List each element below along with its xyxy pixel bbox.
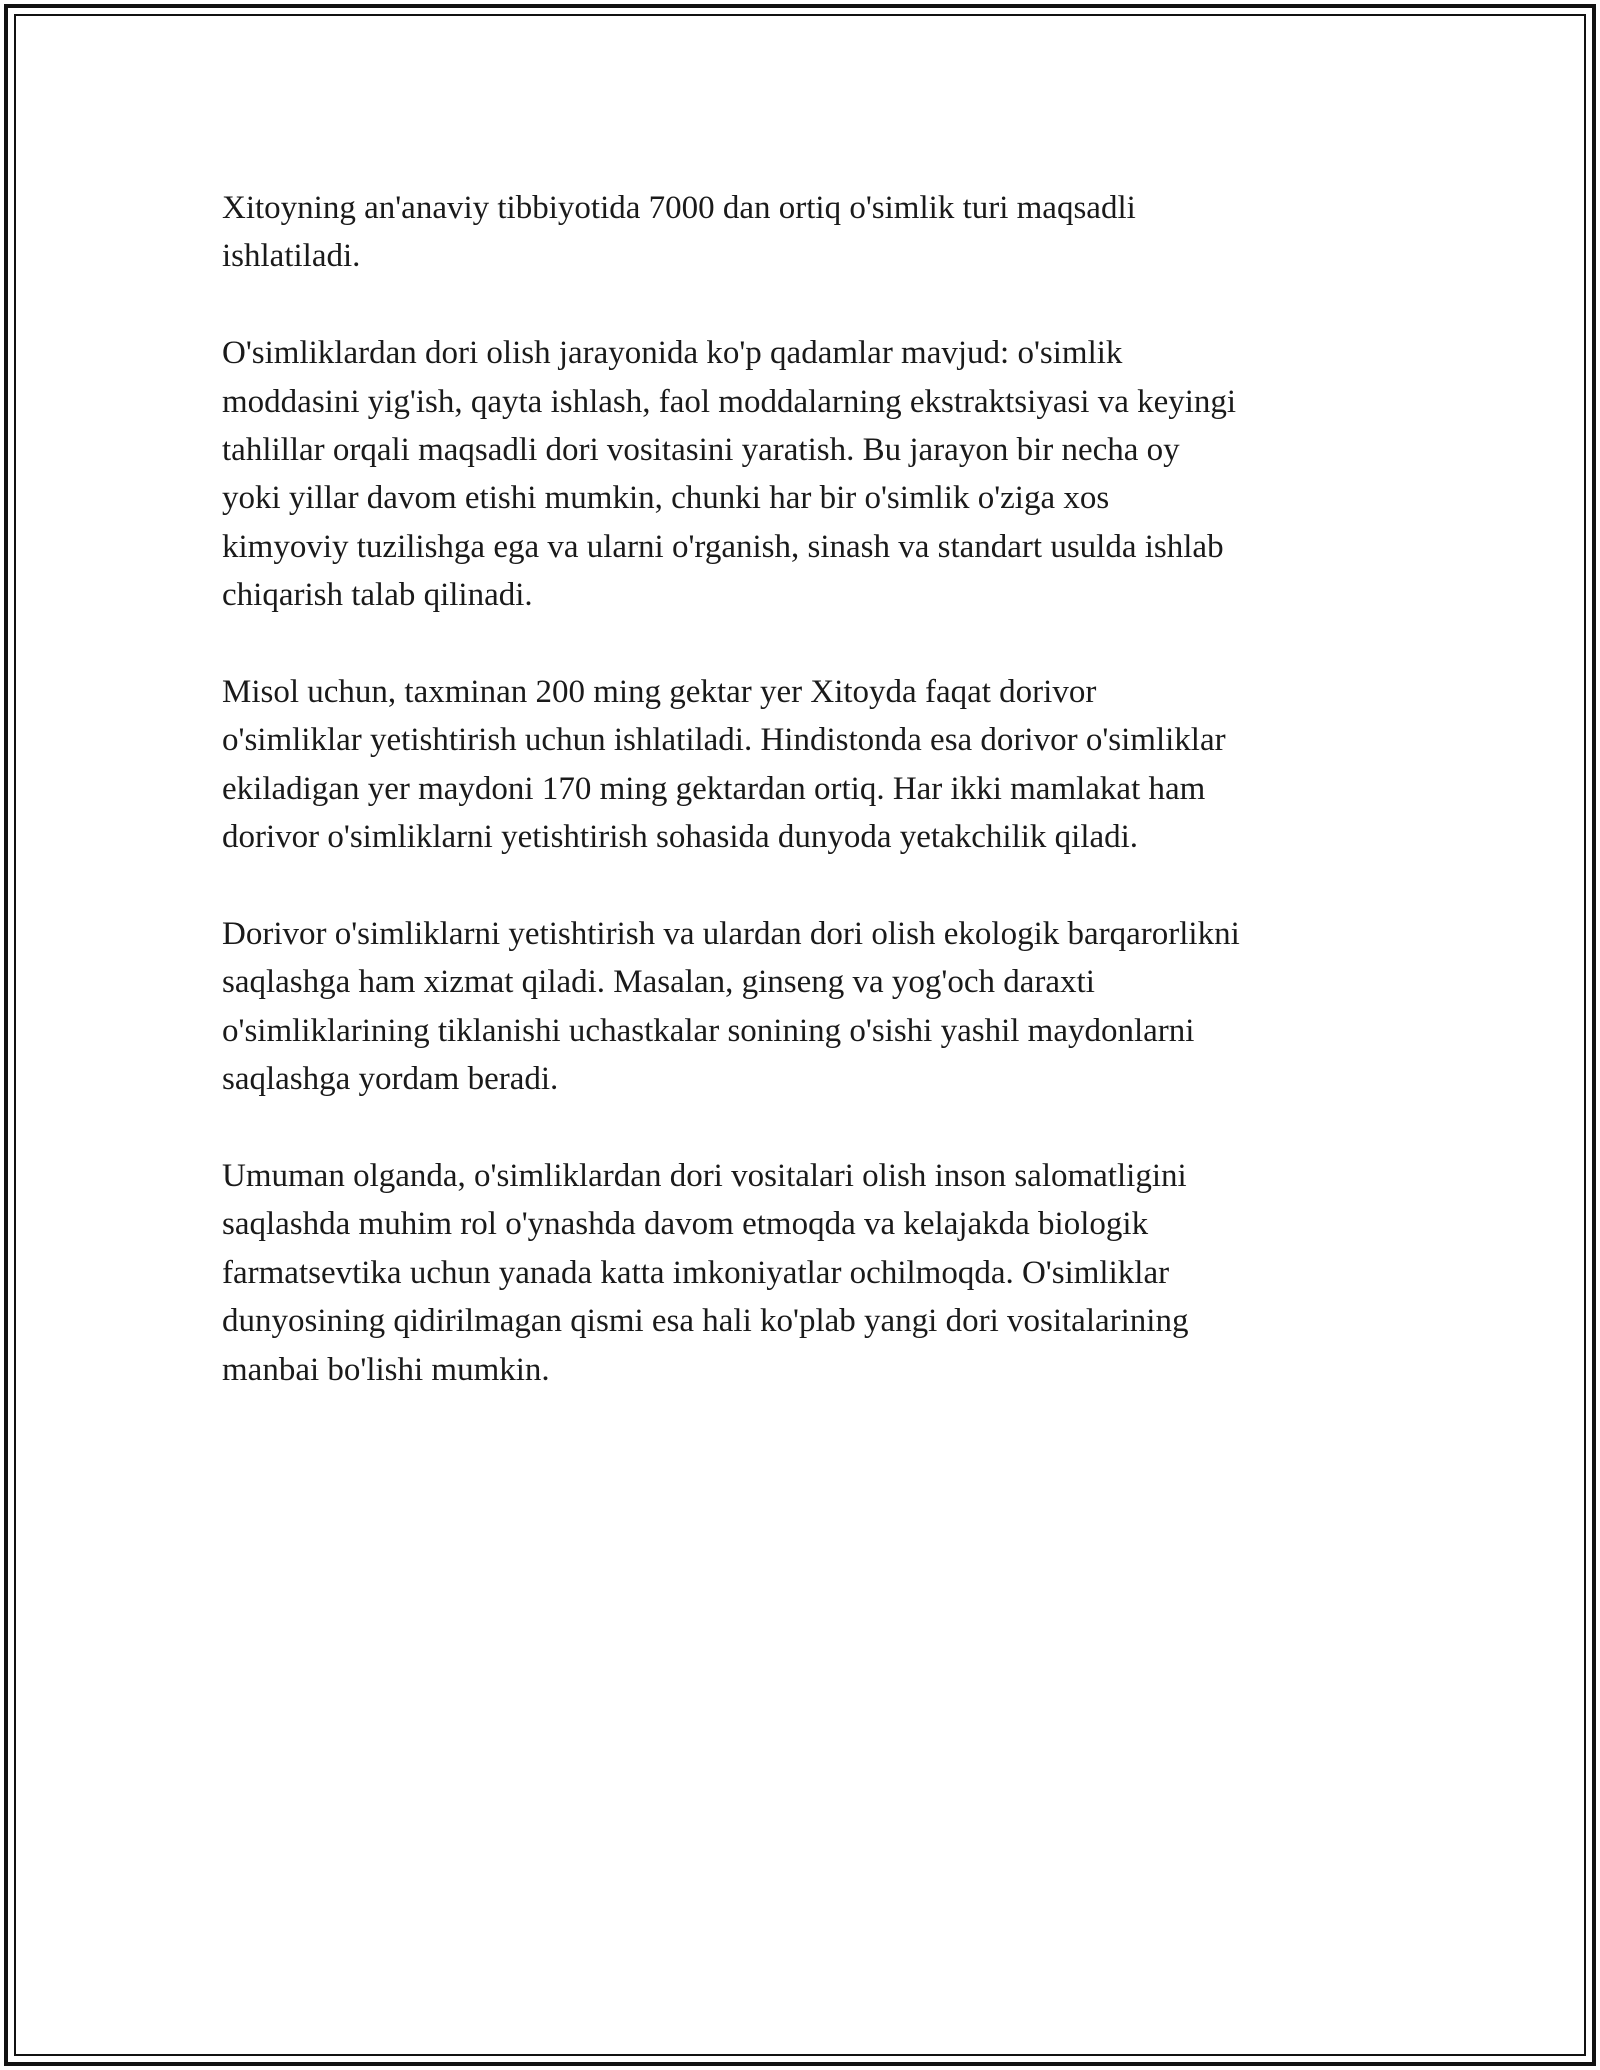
text-line: yoki yillar davom etishi mumkin, chunki har bir o'simlik o'ziga xos [222,480,1110,517]
paragraph-1 [222,184,1382,281]
paragraph-2 [222,329,1382,619]
text-line: Misol uchun, taxminan 200 ming gektar yer Xitoyda faqat dorivor [222,674,1097,711]
text-line: dorivor o'simliklarni yetishtirish sohasida dunyoda yetakchilik qiladi. [222,819,1139,856]
text-line: ekiladigan yer maydoni 170 ming gektardan ortiq. Har ikki mamlakat ham [222,770,1206,807]
text-line: Umuman olganda, o'simliklardan dori vositalari olish inson salomatligini [222,1158,1187,1195]
text-line: saqlashda muhim rol o'ynashda davom etmoqda va kelajakda biologik [222,1206,1149,1243]
text-line: saqlashga ham xizmat qiladi. Masalan, ginseng va yog'och daraxti [222,964,1095,1001]
text-line: Dorivor o'simliklarni yetishtirish va ulardan dori olish ekologik barqarorlikni [222,916,1240,953]
text-line: dunyosining qidirilmagan qismi esa hali ko'plab yangi dori vositalarining [222,1303,1189,1340]
text-line: Xitoyning an'anaviy tibbiyotida 7000 dan ortiq o'simlik turi maqsadli [222,190,1136,226]
text-line: ishlatiladi. [222,238,361,275]
text-line: manbai bo'lishi mumkin. [222,1351,550,1388]
document-body [222,184,1382,1442]
paragraph-4 [222,910,1382,1104]
text-line: o'simliklar yetishtirish uchun ishlatiladi. Hindistonda esa dorivor o'simliklar [222,722,1226,759]
text-line: moddasini yig'ish, qayta ishlash, faol moddalarning ekstraktsiyasi va keyingi [222,383,1237,420]
paragraph-3 [222,668,1382,862]
text-line: farmatsevtika uchun yanada katta imkoniyatlar ochilmoqda. O'simliklar [222,1254,1170,1291]
text-line: saqlashga yordam beradi. [222,1061,559,1098]
text-line: o'simliklarining tiklanishi uchastkalar sonining o'sishi yashil maydonlarni [222,1012,1195,1049]
text-line: tahlillar orqali maqsadli dori vositasini yaratish. Bu jarayon bir necha oy [222,432,1180,469]
text-line: chiqarish talab qilinadi. [222,577,533,614]
text-line: O'simliklardan dori olish jarayonida ko'p qadamlar mavjud: o'simlik [222,335,1123,372]
text-line: kimyoviy tuzilishga ega va ularni o'rganish, sinash va standart usulda ishlab [222,528,1224,565]
paragraph-5 [222,1152,1382,1394]
